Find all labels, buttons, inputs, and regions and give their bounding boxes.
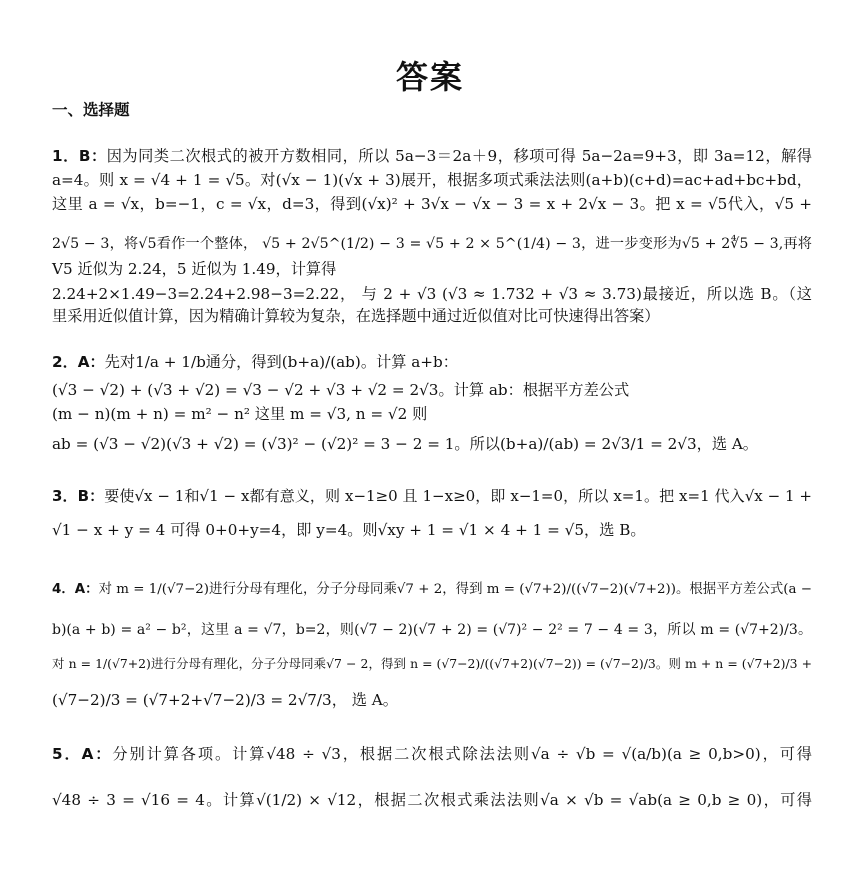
q2-text: 先对1/a + 1/b通分，得到(b+a)/(ab)。计算 a+b： bbox=[104, 353, 458, 371]
q1-line-4: 2√5 − 3，将√5看作一个整体， √5 + 2√5^(1/2) − 3 = √5 + 2 × 5^(1/4) − 3，进一步变形为√5 + 2∜5 − 3,再将 bbox=[52, 236, 812, 252]
q1-line-2: a=4。则 x = √4 + 1 = √5。对(√x − 1)(√x + 3)展开，根据多项式乘法法则(a+b)(c+d)=ac+ad+bc+bd， bbox=[52, 171, 812, 189]
q5-text: 分别计算各项。计算√48 ÷ √3，根据二次根式除法法则√a ÷ √b = √(a/b)(a ≥ 0,b>0)，可得 bbox=[112, 745, 812, 763]
q3-line-1 bbox=[52, 486, 812, 506]
q2-label: 2．A： bbox=[52, 353, 105, 371]
q2-line-2: (√3 − √2) + (√3 + √2) = √3 − √2 + √3 + √2 = 2√3。计算 ab：根据平方差公式 bbox=[52, 381, 630, 399]
q4-line-1 bbox=[52, 580, 812, 600]
section-heading: 一、选择题 bbox=[52, 101, 130, 119]
q1-line-7: 里采用近似值计算，因为精确计算较为复杂，在选择题中通过近似值对比可快速得出答案） bbox=[52, 307, 660, 325]
q3-text: 要使√x − 1和√1 − x都有意义，则 x−1≥0 且 1−x≥0，即 x−1=0，所以 x=1。把 x=1 代入√x − 1 + bbox=[104, 487, 813, 505]
page-title: 答案 bbox=[395, 58, 464, 96]
q4-text: 对 m = 1/(√7−2)进行分母有理化，分子分母同乘√7 + 2，得到 m = (√7+2)/((√7−2)(√7+2))。根据平方差公式(a − bbox=[98, 582, 813, 597]
q5-line-2: √48 ÷ 3 = √16 = 4。计算√(1/2) × √12，根据二次根式乘法法则√a × √b = √ab(a ≥ 0,b ≥ 0)，可得 bbox=[52, 791, 812, 809]
q5-label: 5．A： bbox=[52, 745, 113, 763]
q2-line-1 bbox=[52, 352, 812, 372]
q1-line-6: 2.24+2×1.49−3=2.24+2.98−3=2.22， 与 2 + √3 (√3 ≈ 1.732 + √3 ≈ 3.73)最接近，所以选 B。（这 bbox=[52, 285, 812, 303]
q4-line-3: 对 n = 1/(√7+2)进行分母有理化，分子分母同乘√7 − 2，得到 n = (√7−2)/((√7+2)(√7−2)) = (√7−2)/3。则 m + n = (√7+2)/3 + bbox=[52, 656, 812, 671]
q1-line-5: V5 近似为 2.24，5 近似为 1.49，计算得 bbox=[52, 260, 337, 278]
q3-line-2: √1 − x + y = 4 可得 0+0+y=4，即 y=4。则√xy + 1 = √1 × 4 + 1 = √5，选 B。 bbox=[52, 521, 646, 539]
q3-label: 3．B： bbox=[52, 487, 105, 505]
q2-line-3: (m − n)(m + n) = m² − n² 这里 m = √3, n = √2 则 bbox=[52, 405, 428, 423]
q4-line-2: b)(a + b) = a² − b²，这里 a = √7，b=2，则(√7 − 2)(√7 + 2) = (√7)² − 2² = 7 − 4 = 3，所以 m = (√7+2)/3。 bbox=[52, 622, 812, 638]
q1-line-1 bbox=[52, 146, 812, 166]
q1-label: 1．B： bbox=[52, 147, 107, 165]
q2-line-4: ab = (√3 − √2)(√3 + √2) = (√3)² − (√2)² = 3 − 2 = 1。所以(b+a)/(ab) = 2√3/1 = 2√3，选 A。 bbox=[52, 435, 758, 453]
q1-line-3: 这里 a = √x，b=−1，c = √x，d=3，得到(√x)² + 3√x − √x − 3 = x + 2√x − 3。把 x = √5代入，√5 + bbox=[52, 195, 812, 213]
q1-text: 因为同类二次根式的被开方数相同，所以 5a−3＝2a＋9，移项可得 5a−2a=9+3，即 3a=12，解得 bbox=[106, 147, 812, 165]
q5-line-1 bbox=[52, 744, 812, 764]
q4-line-4: (√7−2)/3 = (√7+2+√7−2)/3 = 2√7/3， 选 A。 bbox=[52, 691, 398, 709]
q4-label: 4．A： bbox=[52, 582, 99, 597]
